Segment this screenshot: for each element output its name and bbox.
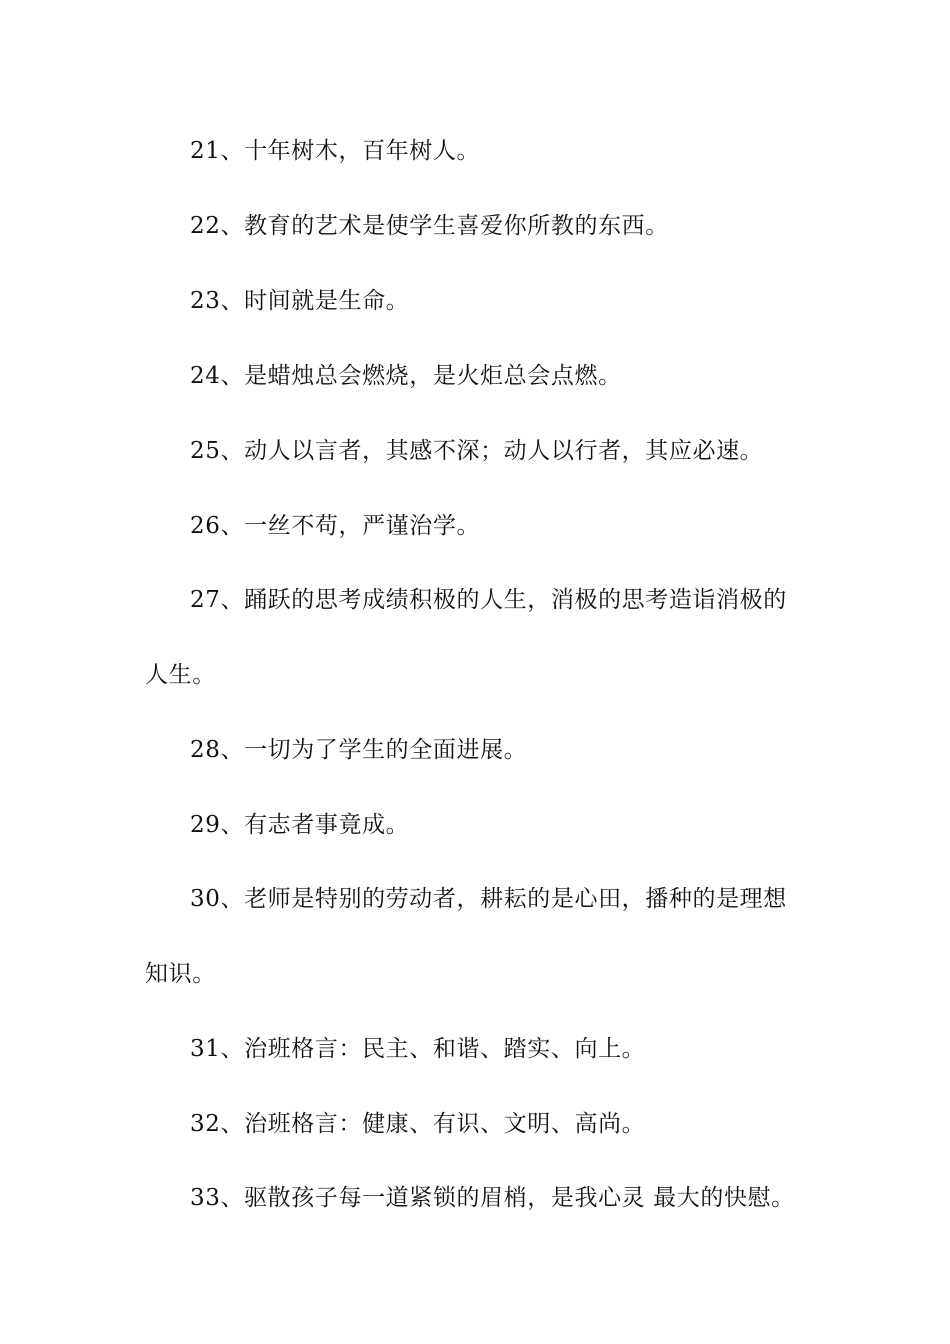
quote-22: 22、教育的艺术是使学生喜爱你所教的东西。 [190,213,669,239]
quote-31: 31、治班格言：民主、和谐、踏实、向上。 [190,1036,646,1062]
quote-29: 29、有志者事竟成。 [190,812,410,838]
quote-32: 32、治班格言：健康、有识、文明、高尚。 [190,1111,646,1137]
quote-27-line-1: 27、踊跃的思考成绩积极的人生，消极的思考造诣消极的 [190,587,787,613]
quote-27-line-2: 人生。 [145,662,216,688]
quote-25: 25、动人以言者，其感不深；动人以行者，其应必速。 [190,438,764,464]
quote-33: 33、驱散孩子每一道紧锁的眉梢，是我心灵 最大的快慰。 [190,1185,795,1211]
quote-26: 26、一丝不苟，严谨治学。 [190,513,481,539]
quote-30-line-2: 知识。 [145,961,216,987]
quote-21: 21、十年树木，百年树人。 [190,138,481,164]
quote-24: 24、是蜡烛总会燃烧，是火炬总会点燃。 [190,363,622,389]
quote-28: 28、一切为了学生的全面进展。 [190,737,528,763]
quote-30-line-1: 30、老师是特别的劳动者，耕耘的是心田，播种的是理想 [190,886,787,912]
quote-23: 23、时间就是生命。 [190,288,410,314]
